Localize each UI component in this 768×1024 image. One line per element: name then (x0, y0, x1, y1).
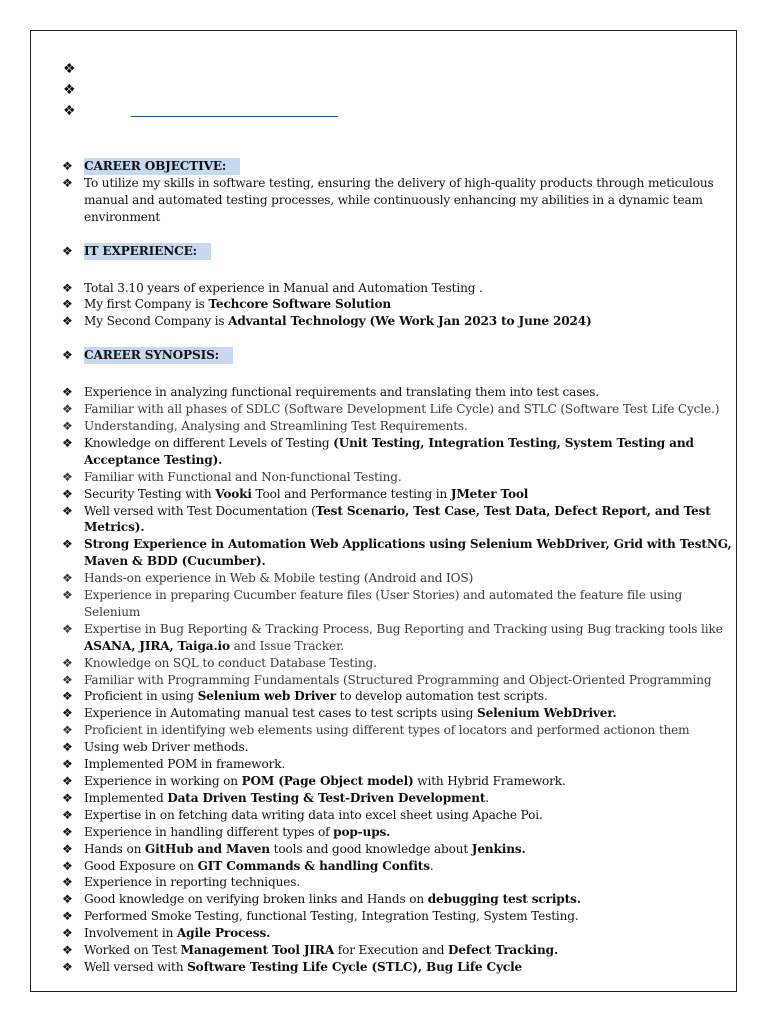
list-item (62, 503, 734, 537)
list-item-text (84, 587, 734, 621)
list-item-text (84, 313, 734, 330)
bullet-icon: ❖ (62, 858, 73, 873)
contact-link[interactable] (131, 106, 338, 117)
plain-text: Good Exposure on (84, 858, 198, 873)
objective-item (62, 175, 734, 226)
plain-text: Familiar with all phases of SDLC (Software Development Life Cycle) and STLC (Software Test Life Cycle.) (84, 402, 720, 417)
plain-text: and Issue Tracker. (229, 638, 345, 653)
emphasis-text: Defect Tracking. (448, 943, 559, 958)
list-item-text (84, 688, 734, 705)
plain-text: Worked on Test (84, 943, 181, 958)
list-item (62, 942, 734, 959)
plain-text: My first Company is (84, 297, 209, 312)
section-title: IT EXPERIENCE: (84, 243, 211, 260)
emphasis-text: ASANA, JIRA, Taiga.io (84, 638, 230, 653)
bullet-icon: ❖ (62, 297, 73, 312)
list-item-text (84, 486, 734, 503)
list-item-text (84, 824, 734, 841)
bullet-icon: ❖ (62, 909, 73, 924)
list-item-text (84, 908, 734, 925)
bullet-icon: ❖ (62, 503, 73, 518)
bullet-icon: ❖ (62, 621, 73, 636)
plain-text: Expertise in on fetching data writing data into excel sheet using Apache Poi. (84, 807, 543, 822)
section-heading-experience (62, 243, 734, 260)
list-item (62, 891, 734, 908)
emphasis-text: Test Scenario, Test Case, Test Data, Defect Report, and Test Metrics). (84, 503, 711, 535)
list-item-text (84, 874, 734, 891)
synopsis-list (62, 384, 734, 976)
bullet-icon: ❖ (62, 175, 73, 190)
emphasis-text: Data Driven Testing & Test-Driven Development (167, 790, 486, 805)
plain-text: tools and good knowledge about (269, 841, 472, 856)
list-item-text (84, 655, 734, 672)
list-item-text (84, 942, 734, 959)
plain-text: Well versed with Test Documentation ( (84, 503, 316, 518)
section-title: CAREER SYNOPSIS: (84, 347, 233, 364)
bullet-icon: ❖ (62, 571, 73, 586)
plain-text: . (485, 790, 489, 805)
plain-text: . (429, 858, 434, 873)
list-item-text (84, 401, 734, 418)
plain-text: Hands-on experience in Web & Mobile testing (Android and IOS) (84, 571, 474, 586)
list-item-text (84, 435, 734, 469)
list-item-text (84, 891, 734, 908)
list-item (62, 384, 734, 401)
bullet-icon: ❖ (62, 280, 73, 295)
list-item (62, 925, 734, 942)
list-item (62, 401, 734, 418)
emphasis-text: Vooki (215, 486, 252, 501)
plain-text: Good knowledge on verifying broken links and Hands on (84, 892, 428, 907)
bullet-icon: ❖ (62, 774, 73, 788)
list-item (62, 874, 734, 891)
list-item-text (84, 570, 734, 587)
list-item (62, 773, 734, 790)
plain-text: Hands on (84, 841, 145, 856)
bullet-icon: ❖ (62, 824, 73, 839)
list-item (62, 841, 734, 858)
bullet-icon: ❖ (62, 469, 73, 484)
plain-text: Tool and Performance testing in (251, 486, 451, 501)
bullet-icon: ❖ (63, 103, 76, 119)
list-item (62, 570, 734, 587)
plain-text: Involvement in (84, 926, 177, 941)
list-item (62, 688, 734, 705)
plain-text: Experience in reporting techniques. (84, 875, 300, 890)
plain-text: Proficient in using (84, 689, 198, 704)
list-item-text (84, 841, 734, 858)
emphasis-text: Software Testing Life Cycle (STLC), Bug Life Cycle (187, 959, 523, 974)
plain-text: Familiar with Functional and Non-functional Testing. (84, 469, 402, 484)
list-item (62, 655, 734, 672)
list-item (62, 313, 734, 330)
objective-text: To utilize my skills in software testing, ensuring the delivery of high-quality products through meticulous manual and automated testing processes, while continuously enhancing my abilities in a dynamic team environment (84, 175, 714, 224)
bullet-icon: ❖ (62, 537, 73, 552)
emphasis-text: JMeter Tool (450, 486, 529, 501)
bullet-icon: ❖ (62, 689, 73, 704)
list-item-text (84, 296, 734, 313)
plain-text: Experience in handling different types of (84, 824, 334, 839)
list-item (62, 536, 734, 570)
list-item-text (84, 705, 734, 722)
contact-bullets (63, 59, 338, 122)
list-item (62, 824, 734, 841)
list-item (62, 858, 734, 875)
bullet-icon: ❖ (62, 385, 73, 400)
list-item-text (84, 807, 734, 824)
experience-list (62, 280, 734, 331)
bullet-icon: ❖ (62, 655, 73, 670)
bullet-icon: ❖ (62, 757, 73, 772)
list-item-text (84, 959, 734, 976)
plain-text: with Hybrid Framework. (413, 774, 566, 788)
emphasis-text: POM (Page Object model) (241, 774, 414, 788)
plain-text: Familiar with Programming Fundamentals (Structured Programming and Object-Oriented Programming (84, 672, 712, 687)
contact-line (63, 80, 338, 101)
emphasis-text: Selenium WebDriver. (477, 706, 617, 721)
list-item-text (84, 722, 734, 739)
list-item-text (84, 672, 734, 689)
list-item (62, 756, 734, 773)
bullet-icon: ❖ (62, 588, 73, 603)
bullet-icon: ❖ (62, 841, 73, 856)
list-item (62, 959, 734, 976)
list-item (62, 486, 734, 503)
plain-text: Implemented (84, 790, 168, 805)
plain-text: to develop automation test scripts. (335, 689, 548, 704)
plain-text: Using web Driver methods. (84, 740, 249, 755)
emphasis-text: GIT Commands & handling Confits (197, 858, 430, 873)
bullet-icon: ❖ (62, 486, 73, 501)
emphasis-text: (Unit Testing, Integration Testing, System Testing and Acceptance Testing). (84, 435, 694, 467)
emphasis-text: Techcore Software Solution (208, 297, 392, 312)
bullet-icon: ❖ (62, 926, 73, 941)
list-item (62, 908, 734, 925)
section-title: CAREER OBJECTIVE: (84, 158, 240, 175)
contact-line (63, 101, 338, 122)
list-item-text (84, 503, 734, 537)
bullet-icon: ❖ (62, 402, 73, 417)
emphasis-text: Strong Experience in Automation Web Applications using Selenium WebDriver, Grid with TestNG, Maven & BDD (Cucumber). (84, 537, 732, 569)
plain-text: Proficient in identifying web elements using different types of locators and performed actionon them (84, 723, 690, 738)
list-item (62, 807, 734, 824)
list-item (62, 587, 734, 621)
bullet-icon: ❖ (62, 807, 73, 822)
emphasis-text: Management Tool JIRA (180, 943, 335, 958)
list-item-text (84, 773, 734, 790)
bullet-icon: ❖ (62, 875, 73, 890)
plain-text: Well versed with (84, 959, 188, 974)
list-item-text (84, 280, 734, 297)
plain-text: Implemented POM in framework. (84, 757, 286, 772)
bullet-icon: ❖ (62, 740, 73, 755)
emphasis-text: Selenium web Driver (197, 689, 336, 704)
bullet-icon: ❖ (62, 943, 73, 958)
plain-text: Experience in preparing Cucumber feature files (User Stories) and automated the feature file using Selenium (84, 588, 683, 619)
list-item (62, 672, 734, 689)
list-item (62, 790, 734, 807)
resume-content (62, 158, 734, 976)
plain-text: Experience in analyzing functional requirements and translating them into test cases. (84, 385, 600, 400)
bullet-icon: ❖ (62, 418, 73, 433)
plain-text: Expertise in Bug Reporting & Tracking Process, Bug Reporting and Tracking using Bug tracking tools like (84, 621, 723, 636)
list-item (62, 280, 734, 297)
bullet-icon: ❖ (62, 672, 73, 687)
emphasis-text: Agile Process. (176, 926, 271, 941)
list-item (62, 621, 734, 655)
plain-text: Experience in Automating manual test cases to test scripts using (84, 706, 478, 721)
list-item (62, 435, 734, 469)
list-item (62, 296, 734, 313)
list-item-text (84, 469, 734, 486)
emphasis-text: debugging test scripts. (427, 892, 581, 907)
emphasis-text: Advantal Technology (We Work Jan 2023 to June 2024) (228, 314, 592, 329)
plain-text: Understanding, Analysing and Streamlining Test Requirements. (84, 418, 468, 433)
bullet-icon: ❖ (62, 348, 73, 363)
section-heading-objective (62, 158, 734, 175)
emphasis-text: pop-ups. (333, 824, 391, 839)
bullet-icon: ❖ (62, 243, 73, 258)
bullet-icon: ❖ (62, 435, 73, 450)
bullet-icon: ❖ (62, 959, 73, 974)
list-item-text (84, 790, 734, 807)
bullet-icon: ❖ (63, 61, 76, 77)
bullet-icon: ❖ (62, 314, 73, 329)
bullet-icon: ❖ (62, 892, 73, 907)
list-item-text (84, 756, 734, 773)
bullet-icon: ❖ (62, 790, 73, 805)
list-item-text (84, 418, 734, 435)
plain-text: Knowledge on different Levels of Testing (84, 435, 334, 450)
section-heading-synopsis (62, 347, 734, 364)
list-item (62, 469, 734, 486)
list-item-text (84, 739, 734, 756)
list-item (62, 739, 734, 756)
list-item (62, 705, 734, 722)
bullet-icon: ❖ (62, 706, 73, 721)
plain-text: Security Testing with (84, 486, 216, 501)
plain-text: Knowledge on SQL to conduct Database Testing. (84, 655, 377, 670)
list-item-text (84, 384, 734, 401)
plain-text: Total 3.10 years of experience in Manual and Automation Testing . (84, 280, 483, 295)
plain-text: for Execution and (334, 943, 449, 958)
emphasis-text: Jenkins. (471, 841, 526, 856)
bullet-icon: ❖ (62, 723, 73, 738)
plain-text: My Second Company is (84, 314, 229, 329)
list-item (62, 418, 734, 435)
list-item-text (84, 858, 734, 875)
plain-text: Performed Smoke Testing, functional Testing, Integration Testing, System Testing. (84, 909, 579, 924)
contact-line (63, 59, 338, 80)
emphasis-text: GitHub and Maven (144, 841, 270, 856)
list-item-text (84, 536, 734, 570)
list-item (62, 722, 734, 739)
bullet-icon: ❖ (63, 82, 76, 98)
bullet-icon: ❖ (62, 159, 73, 173)
plain-text: Experience in working on (84, 774, 242, 788)
list-item-text (84, 621, 734, 655)
resume-page (30, 30, 737, 992)
list-item-text (84, 925, 734, 942)
